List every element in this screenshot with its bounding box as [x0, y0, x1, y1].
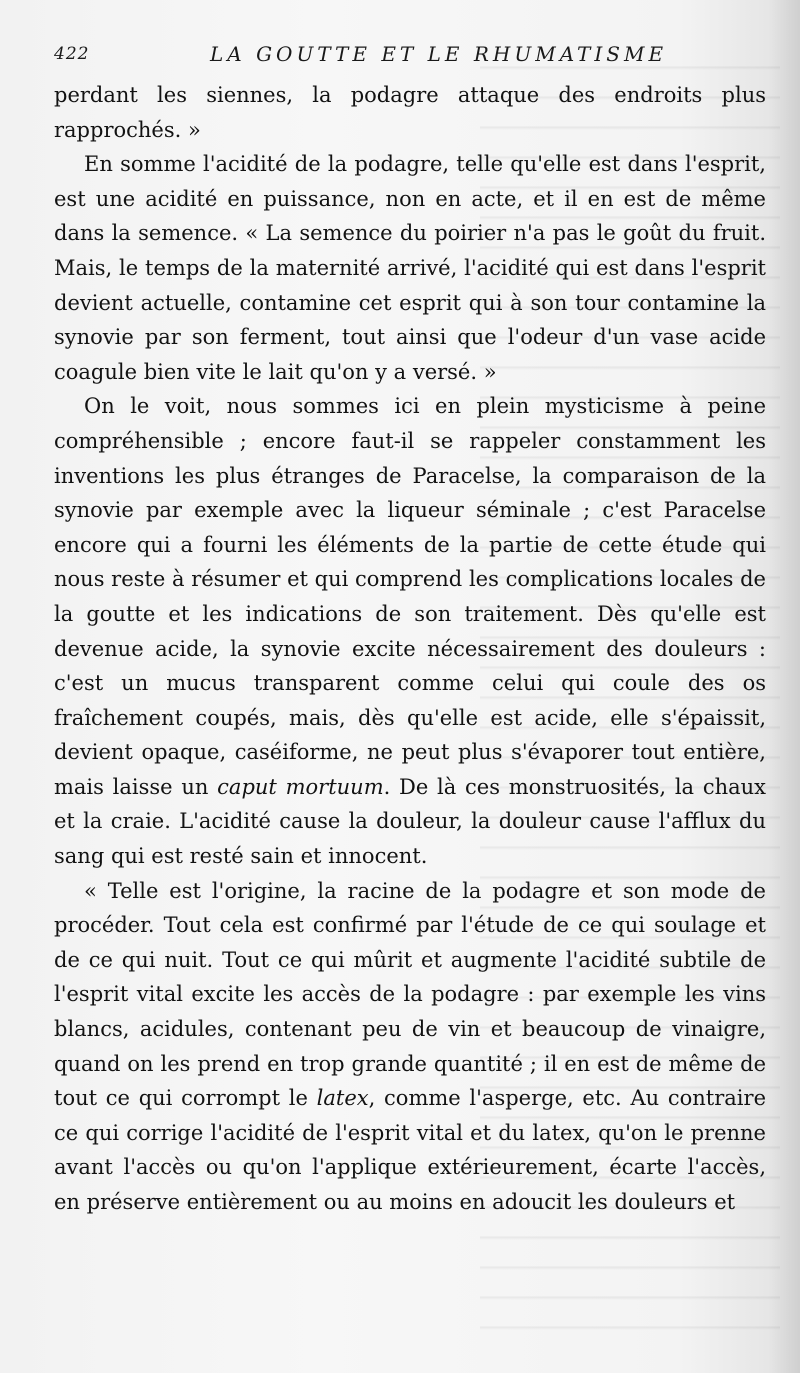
body-text: [54, 78, 766, 1220]
paragraph-3: [54, 389, 766, 873]
paragraph-1-text: perdant les siennes, la podagre attaque des endroits plus rapprochés. »: [54, 83, 766, 142]
paragraph-2-text: En somme l'acidité de la podagre, telle qu'elle est dans l'esprit, est une acidité en puissance, non en acte, et il en est de même dans la semence. « La semence du poirier n'a pas le goût du fruit. Mais, le temps de la maternité arrivé, l'acidité qui est dans l'esprit devient actuelle, contamine cet esprit qui à son tour contamine la synovie par son ferment, tout ainsi que l'odeur d'un vase acide coagule bien vite le lait qu'on y a versé. »: [54, 152, 766, 384]
paragraph-3-text-b: . De là ces monstruosités, la chaux et la craie. L'acidité cause la douleur, la douleur cause l'afflux du sang qui est resté sain et innocent.: [54, 774, 766, 869]
paragraph-4: [54, 874, 766, 1220]
paragraph-3-text-a: On le voit, nous sommes ici en plein mysticisme à peine compréhensible ; encore faut-il se rappeler constamment les inventions les plus étranges de Paracelse, la comparaison de la synovie par exemple avec la liqueur séminale ; c'est Paracelse encore qui a fourni les éléments de la partie de cette étude qui nous reste à résumer et qui comprend les complications locales de la goutte et les indications de son traitement. Dès qu'elle est devenue acide, la synovie excite nécessairement des douleurs : c'est un mucus transparent comme celui qui coule des os fraîchement coupés, mais, dès qu'elle est acide, elle s'épaissit, devient opaque, caséiforme, ne peut plus s'évaporer tout entière, mais laisse un: [54, 394, 766, 799]
paragraph-3-italic-term: caput mortuum: [217, 774, 384, 799]
page-header: [54, 42, 774, 72]
paragraph-4-italic-term: latex: [316, 1086, 369, 1111]
paragraph-2: [54, 147, 766, 389]
page-number: 422: [54, 44, 90, 64]
running-title: LA GOUTTE ET LE RHUMATISME: [210, 42, 668, 66]
paragraph-1: [54, 78, 766, 147]
paragraph-4-text-a: « Telle est l'origine, la racine de la podagre et son mode de procéder. Tout cela est confirmé par l'étude de ce qui soulage et de ce qui nuit. Tout ce qui mûrit et augmente l'acidité subtile de l'esprit vital excite les accès de la podagre : par exemple les vins blancs, acidules, contenant peu de vin et beaucoup de vinaigre, quand on les prend en trop grande quantité ; il en est de même de tout ce qui corrompt le: [54, 878, 766, 1111]
paragraph-4-text-b: , comme l'asperge, etc. Au contraire ce qui corrige l'acidité de l'esprit vital et du latex, qu'on le prenne avant l'accès ou qu'on l'applique extérieurement, écarte l'accès, en préserve entièrement ou au moins en adoucit les douleurs et: [54, 1086, 766, 1214]
